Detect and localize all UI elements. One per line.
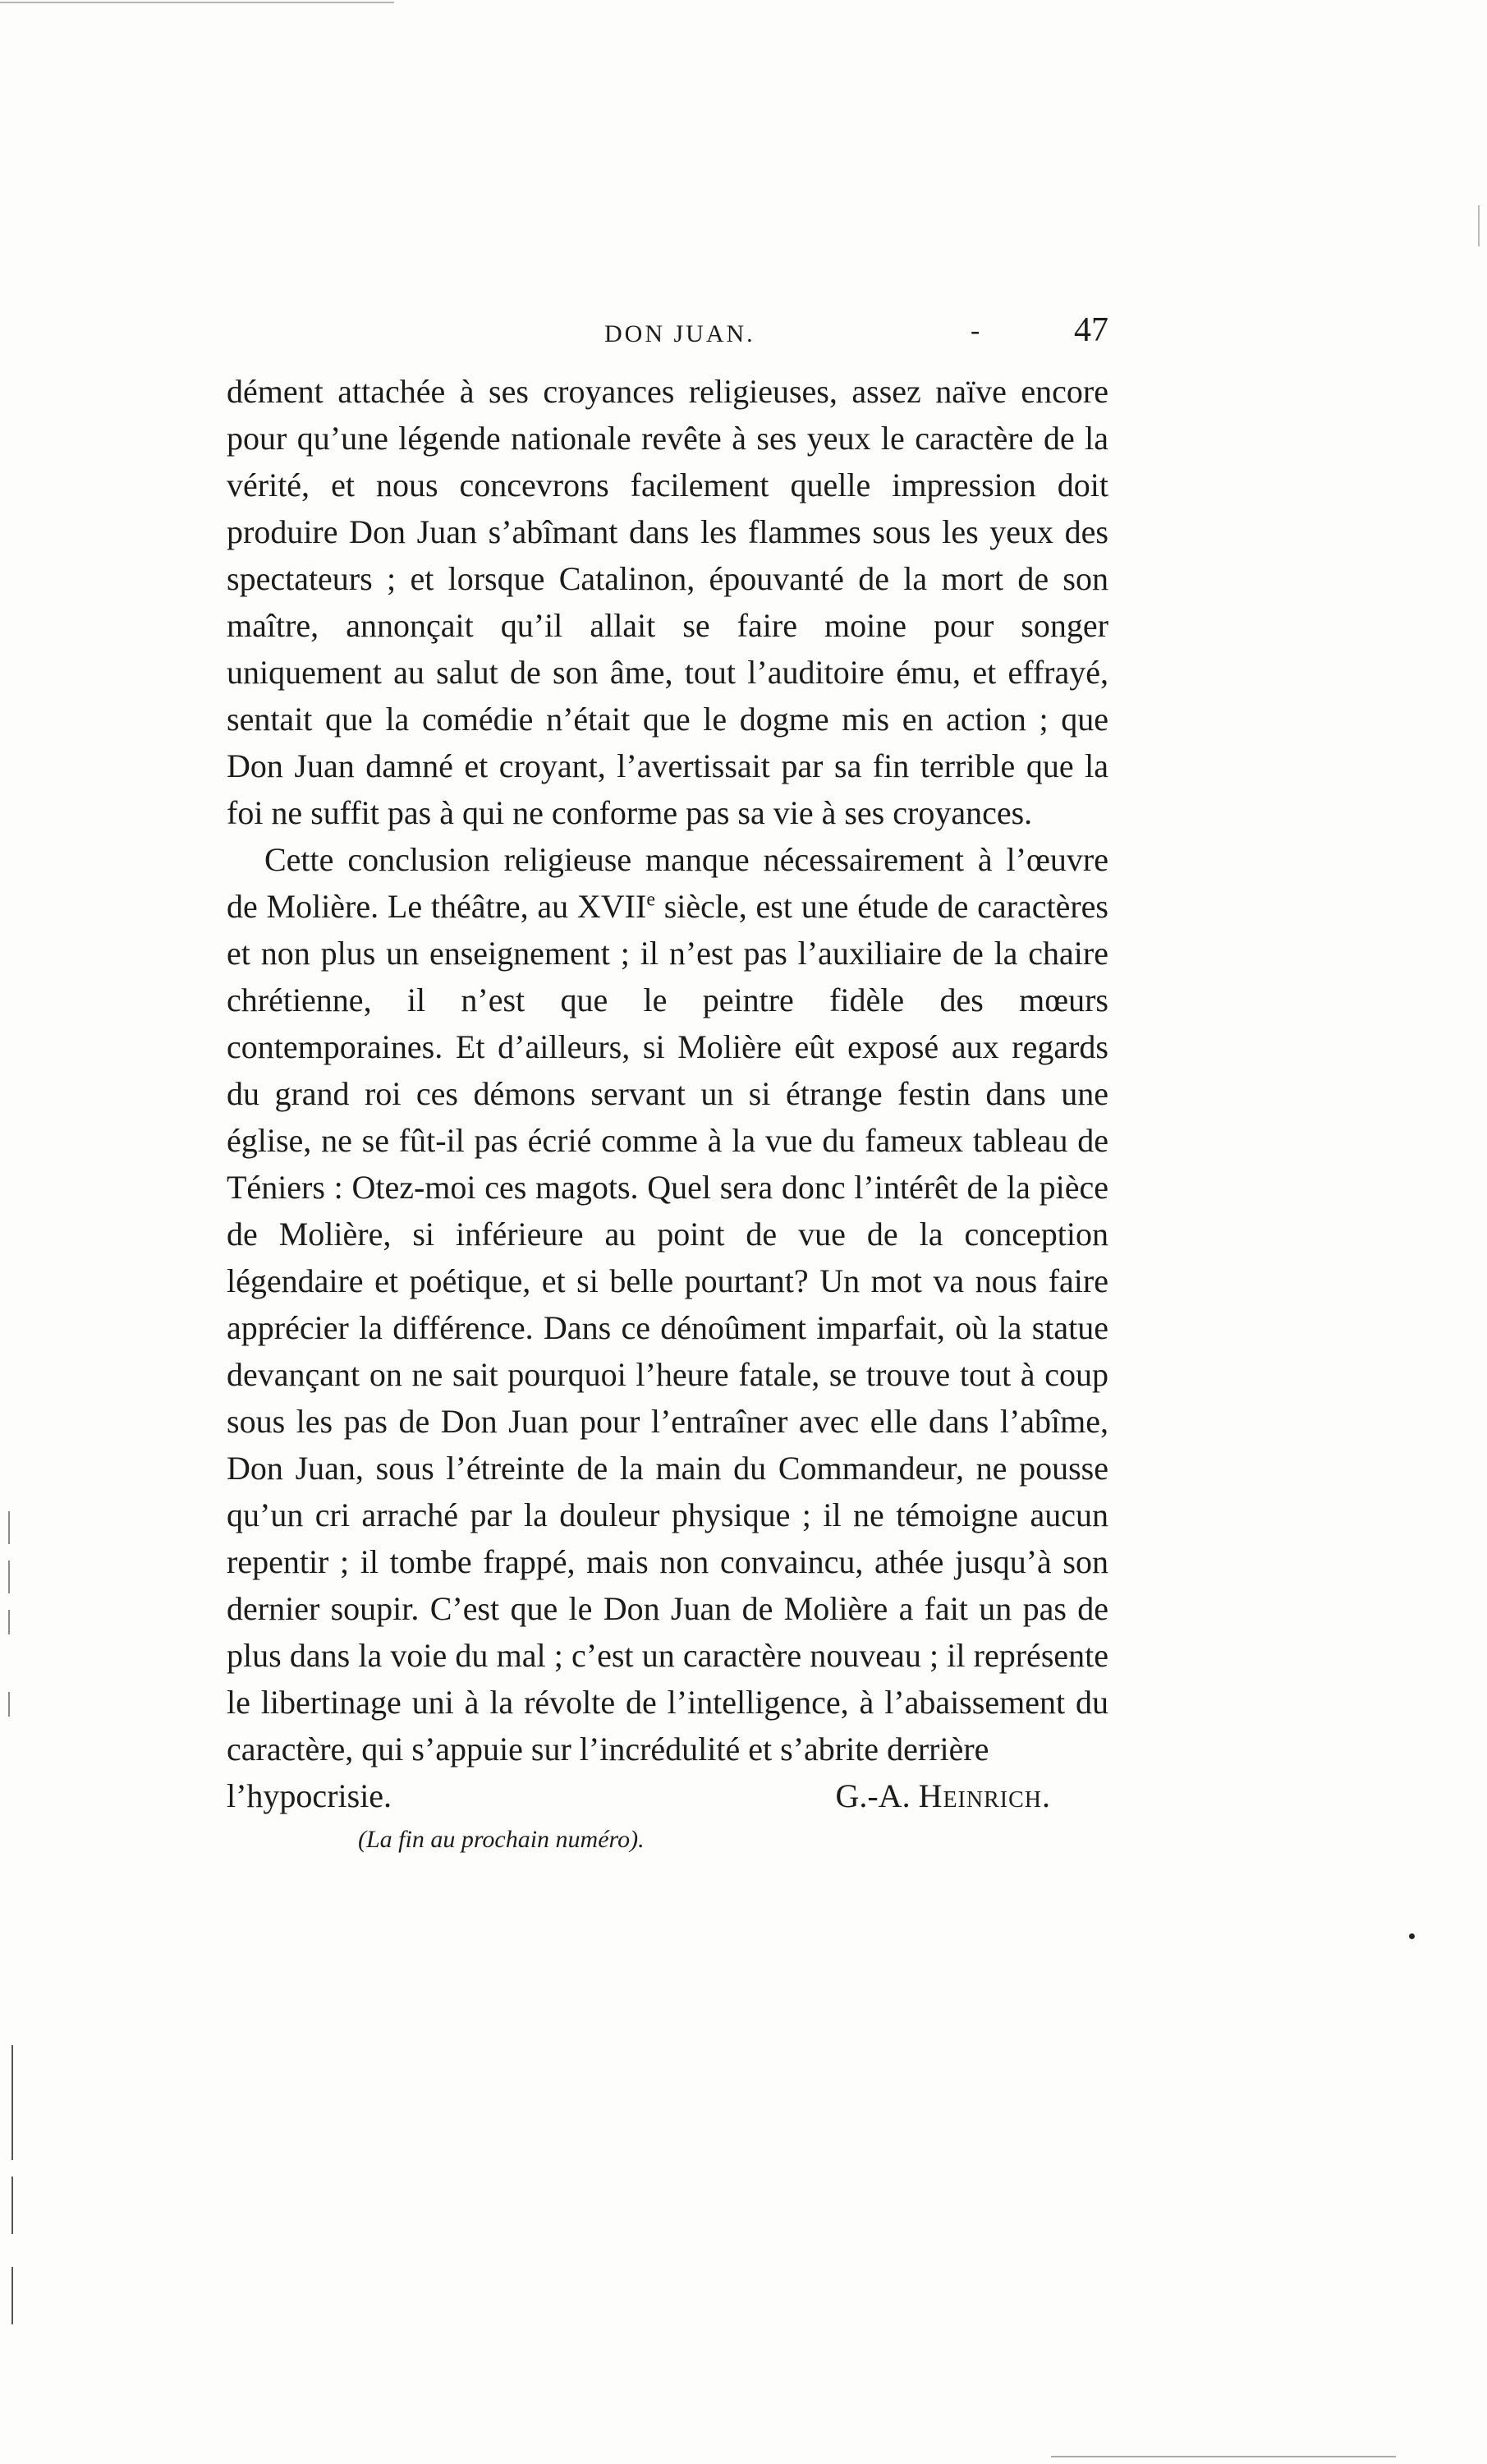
paragraph-2 bbox=[227, 836, 1108, 1772]
paragraph-2-start: Cette conclusion religieuse manque nécessairement à l’œuvre de Molière. Le théâtre, au XVII bbox=[227, 841, 1108, 925]
scan-edge-mark-left-3 bbox=[8, 1610, 10, 1634]
continuation-note: (La fin au prochain numéro). bbox=[358, 1826, 645, 1853]
scan-edge-mark-top bbox=[0, 2, 394, 3]
header-dash: - bbox=[971, 315, 980, 346]
page-number: 47 bbox=[1074, 311, 1108, 349]
closing-line bbox=[227, 1772, 1108, 1819]
scan-edge-mark-left-5 bbox=[11, 2045, 13, 2160]
closing-word: l’hypocrisie. bbox=[227, 1777, 392, 1814]
signature-initials: G.-A. bbox=[835, 1777, 911, 1814]
running-title: DON JUAN. bbox=[604, 320, 755, 347]
scan-edge-mark-left-2 bbox=[8, 1561, 10, 1593]
scan-edge-mark-right bbox=[1478, 205, 1480, 246]
signature-name: Heinrich. bbox=[918, 1777, 1051, 1814]
scan-edge-mark-bottom bbox=[1051, 2456, 1396, 2457]
paragraph-1: dément attachée à ses croyances religieuses, assez naïve encore pour qu’une légende nationale revête à ses yeux le caractère de la vérité, et nous concevrons facilement quelle impression doit produire Don Juan s’abîmant dans les flammes sous les yeux des spectateurs ; et lorsque Catalinon, épouvanté de la mort de son maître, annonçait qu’il allait se faire moine pour songer uniquement au salut de son âme, tout l’auditoire ému, et effrayé, sentait que la comédie n’était que le dogme mis en action ; que Don Juan damné et croyant, l’avertissait par sa fin terrible que la foi ne suffit pas à qui ne conforme pas sa vie à ses croyances. bbox=[227, 373, 1108, 831]
body-text bbox=[227, 368, 1108, 1854]
century-superscript: e bbox=[646, 889, 655, 911]
scan-edge-mark-left-4 bbox=[8, 1692, 10, 1717]
scan-edge-mark-left-6 bbox=[11, 2177, 13, 2234]
scan-speck bbox=[1409, 1933, 1415, 1939]
author-signature bbox=[835, 1772, 1108, 1819]
scan-edge-mark-left-7 bbox=[11, 2267, 13, 2324]
scan-edge-mark-left-1 bbox=[8, 1511, 10, 1544]
paragraph-2-rest: siècle, est une étude de caractères et non plus un enseignement ; il n’est pas l’auxiliaire de la chaire chrétienne, il n’est que le peintre fidèle des mœurs contemporaines. Et d’ailleurs, si Molière eût exposé aux regards du grand roi ces démons servant un si étrange festin dans une église, ne se fût-il pas écrié comme à la vue du fameux tableau de Téniers : Otez-moi ces magots. Quel sera donc l’intérêt de la pièce de Molière, si inférieure au point de vue de la conception légendaire et poétique, et si belle pourtant? Un mot va nous faire apprécier la différence. Dans ce dénoûment imparfait, où la statue devançant on ne sait pourquoi l’heure fatale, se trouve tout à coup sous les pas de Don Juan pour l’entraîner avec elle dans l’abîme, Don Juan, sous l’étreinte de la main du Commandeur, ne pousse qu’un cri arraché par la douleur physique ; il ne témoigne aucun repentir ; il tombe frappé, mais non convaincu, athée jusqu’à son dernier soupir. C’est que le Don Juan de Molière a fait un pas de plus dans la voie du mal ; c’est un caractère nouveau ; il représente le libertinage uni à la révolte de l’intelligence, à l’abaissement du caractère, qui s’appuie sur l’incrédulité et s’abrite derrière bbox=[227, 888, 1108, 1768]
page-header bbox=[227, 310, 1108, 360]
